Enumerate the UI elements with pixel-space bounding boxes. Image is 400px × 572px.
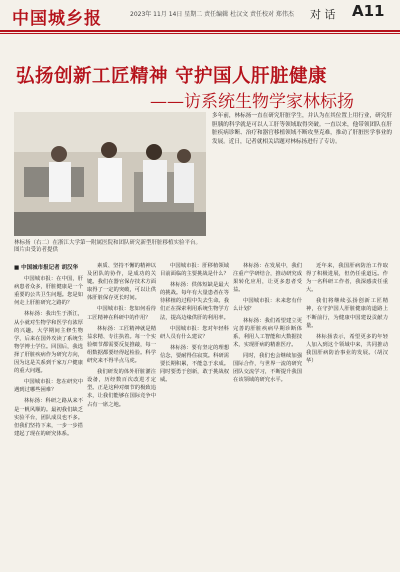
paragraph: 近年来，我国肝病防治工作取得了积极进展，但仍任重道远。作为一名科研工作者，我深感责任重大。 xyxy=(306,263,388,294)
byline: ■ 中国城市报记者 胡汉华 xyxy=(14,265,79,271)
paragraph: 林标扬：我出生于浙江，从小就对生物学和医学有浓厚的兴趣。大学期间主修生物学，后来在国外攻读了系统生物学博士学位。回国后，我选择了肝脏疾病作为研究方向，因为这是关系到千家万户健康的重大问题。 xyxy=(14,311,83,375)
article-column-1 xyxy=(14,262,83,568)
section-title: 对 话 xyxy=(310,8,336,21)
lab-photo xyxy=(14,112,206,236)
paragraph: 中国城市报：您在研究中遇到过哪些困难？ xyxy=(14,379,83,394)
article-column-5 xyxy=(306,262,388,568)
paragraph: 中国城市报：您对年轻科研人员有什么建议？ xyxy=(160,325,229,340)
paragraph: 林标扬：我们希望建立更完善的肝脏疾病早期诊断体系，利用人工智能和大数据技术，实现肝病的精准医疗。 xyxy=(233,317,302,348)
article-column-3 xyxy=(160,262,229,568)
masthead xyxy=(0,0,400,36)
newspaper-logo: 中国城乡报 xyxy=(12,9,102,29)
intro-paragraph: 多年前，林标扬一直在研究肝脏学生，并认为在其位置上用行业，研究肝胆胰的科学就是可以人工肝等领域取得突破。一直以来，他带领团队在肝脏疾病诊断、治疗和器官移植领域不断攻坚克难，推动了肝脏医学事业的发展。近日，记者就相关话题对林标扬进行了专访。 xyxy=(212,113,392,145)
paragraph: 中国城市报：在中国，肝病患者众多，肝脏健康是一个重要的公共卫生问题。您是如何走上肝脏研究之路的？ xyxy=(14,276,83,307)
paragraph: 同时，我们也会继续加强国际合作，与世界一流的研究团队交流学习，不断提升我国在该领域的研究水平。 xyxy=(233,352,302,384)
masthead-rule xyxy=(0,30,400,32)
paragraph: 林标扬：供体短缺是最大的挑战。每年有大量患者在等待移植的过程中失去生命。我们正在探索利用系统生物学方法，提高边缘供肝的利用率。 xyxy=(160,282,229,321)
paragraph: 中国城市报：未来您有什么计划？ xyxy=(233,298,302,313)
paragraph: 林标扬：要有坚定的理想信念，要耐得住寂寞。科研需要长期积累，不能急于求成。同时要勇于创新，敢于挑战权威。 xyxy=(160,344,229,384)
paragraph: 中国城市报：肝移植领域目前面临的主要挑战是什么？ xyxy=(160,263,229,278)
article-column-4 xyxy=(233,262,302,568)
paragraph: 我们研发的体外肝脏灌注设备，历经数百次改进才定型。正是这种对细节的极致追求，让我们能够在国际竞争中占有一席之地。 xyxy=(87,369,156,408)
paragraph: 林标扬：在发展中，我们注重产学研结合，推动研究成果转化应用，让更多患者受益。 xyxy=(233,263,302,294)
paragraph: 林标扬：工匠精神就是精益求精、专注执着。每一个实验细节都需要反复推敲，每一组数据都要经得起检验。科学研究来不得半点马虎。 xyxy=(87,325,156,365)
masthead-rule-thin xyxy=(0,33,400,34)
paragraph: 我们将继续弘扬创新工匠精神，在守护国人肝脏健康的道路上不断前行，为健康中国建设贡献力量。 xyxy=(306,298,388,329)
paragraph: 素质、坚持不懈的精神以及团队的协作，是成功的关键。我们在器官保存技术方面取得了一定的突破，可以让供体肝脏保存更长时间。 xyxy=(87,263,156,302)
paragraph: 林标扬：科研之路从来不是一帆风顺的。最初我们缺乏实验平台，团队成员也不多。但我们坚持下来，一步一步搭建起了现在的研究体系。 xyxy=(14,398,83,437)
page-number: A11 xyxy=(352,2,385,20)
headline: 弘扬创新工匠精神 守护国人肝脏健康 xyxy=(16,66,327,87)
paragraph: 林标扬表示，希望更多的年轻人加入到这个领域中来，共同推动我国肝病防治事业的发展。（胡汉华） xyxy=(306,333,388,365)
dateline: 2023年 11月 14日 星期二 责任编辑 杜汉文 责任校对 郑伟杰 xyxy=(130,11,294,18)
subheadline: ——访系统生物学家林标扬 xyxy=(150,92,354,112)
photo-caption: 林标扬（右二）在浙江大学第一附属医院和团队研究新型肝脏移植实验平台。图片由受访者提供 xyxy=(14,240,202,253)
article-column-2 xyxy=(87,262,156,568)
lab-photo-illustration xyxy=(14,112,206,236)
paragraph: 中国城市报：您如何看待工匠精神在科研中的作用？ xyxy=(87,306,156,321)
